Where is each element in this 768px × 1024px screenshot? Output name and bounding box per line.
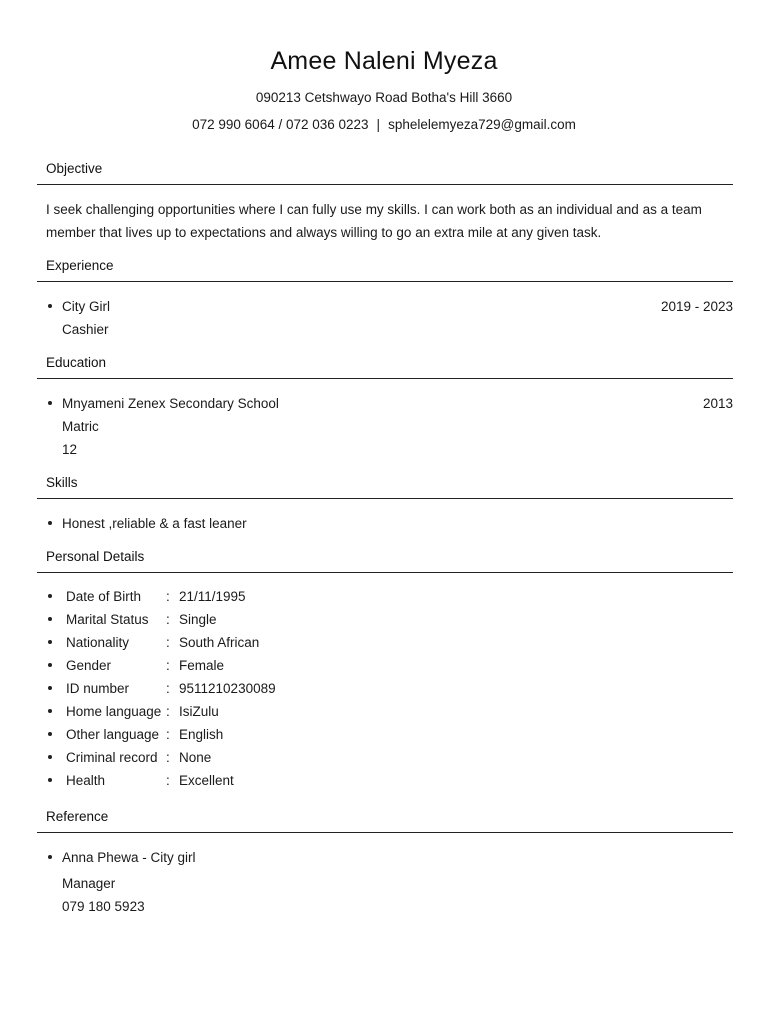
section-title-skills: Skills [37, 474, 733, 499]
bullet-icon [48, 304, 52, 308]
reference-position: Manager [62, 876, 116, 891]
reference-section [37, 808, 733, 918]
personal-details-section [37, 548, 733, 792]
address: 090213 Cetshwayo Road Botha's Hill 3660 [255, 90, 513, 105]
detail-value: Female [179, 658, 225, 673]
detail-row-nationality [46, 631, 733, 654]
education-school: Mnyameni Zenex Secondary School [62, 396, 279, 411]
detail-colon: : [166, 704, 170, 719]
detail-colon: : [166, 612, 170, 627]
skills-body [37, 499, 733, 535]
detail-label: Home language [66, 704, 162, 719]
reference-name: Anna Phewa - City girl [62, 850, 196, 865]
experience-item [46, 295, 733, 318]
contact-line [0, 116, 768, 133]
objective-body [37, 185, 733, 244]
detail-colon: : [166, 635, 170, 650]
skill-item [46, 512, 733, 535]
bullet-icon [48, 855, 52, 859]
detail-value: IsiZulu [179, 704, 219, 719]
education-qualification: Matric [62, 419, 99, 434]
section-title-education: Education [37, 354, 733, 379]
detail-row-id-number [46, 677, 733, 700]
detail-row-marital-status [46, 608, 733, 631]
personal-details-body [37, 573, 733, 792]
detail-colon: : [166, 589, 170, 604]
bullet-icon [48, 401, 52, 405]
detail-value: South African [179, 635, 260, 650]
detail-value: 9511210230089 [179, 681, 276, 696]
detail-label: ID number [66, 681, 130, 696]
section-title-objective: Objective [37, 160, 733, 185]
detail-label: Criminal record [66, 750, 158, 765]
detail-row-criminal-record [46, 746, 733, 769]
bullet-icon [48, 594, 52, 598]
detail-colon: : [166, 681, 170, 696]
detail-value: Single [179, 612, 217, 627]
detail-label: Other language [66, 727, 160, 742]
detail-label: Marital Status [66, 612, 149, 627]
education-year: 2013 [702, 396, 733, 411]
section-title-reference: Reference [37, 808, 733, 833]
skill-text: Honest ,reliable & a fast leaner [62, 516, 247, 531]
detail-label: Gender [66, 658, 112, 673]
experience-body [37, 282, 733, 341]
bullet-icon [48, 640, 52, 644]
education-body [37, 379, 733, 461]
reference-body [37, 833, 733, 918]
reference-item [46, 846, 733, 869]
bullet-icon [48, 617, 52, 621]
experience-section [37, 257, 733, 341]
detail-value: English [179, 727, 224, 742]
detail-value: Excellent [179, 773, 234, 788]
detail-row-gender [46, 654, 733, 677]
candidate-name: Amee Naleni Myeza [270, 47, 498, 75]
education-section [37, 354, 733, 461]
phone-numbers: 072 990 6064 / 072 036 0223 [192, 117, 369, 132]
skills-section [37, 474, 733, 535]
detail-colon: : [166, 727, 170, 742]
detail-label: Nationality [66, 635, 130, 650]
section-title-personal-details: Personal Details [37, 548, 733, 573]
experience-role: Cashier [62, 322, 109, 337]
experience-company: City Girl [62, 299, 110, 314]
bullet-icon [48, 521, 52, 525]
detail-colon: : [166, 773, 170, 788]
reference-phone: 079 180 5923 [62, 899, 145, 914]
bullet-icon [48, 709, 52, 713]
section-title-experience: Experience [37, 257, 733, 282]
bullet-icon [48, 663, 52, 667]
bullet-icon [48, 778, 52, 782]
email-address: sphelelemyeza729@gmail.com [388, 117, 576, 132]
experience-dates: 2019 - 2023 [660, 299, 733, 314]
cv-header [0, 0, 768, 133]
contact-separator: | [376, 117, 381, 132]
education-grade: 12 [62, 442, 78, 457]
education-item [46, 392, 733, 415]
detail-label: Date of Birth [66, 589, 142, 604]
detail-row-health [46, 769, 733, 792]
bullet-icon [48, 755, 52, 759]
detail-row-date-of-birth [46, 585, 733, 608]
detail-colon: : [166, 750, 170, 765]
objective-section [37, 160, 733, 244]
bullet-icon [48, 686, 52, 690]
detail-colon: : [166, 658, 170, 673]
detail-row-home-language [46, 700, 733, 723]
detail-value: None [179, 750, 212, 765]
detail-value: 21/11/1995 [179, 589, 246, 604]
bullet-icon [48, 732, 52, 736]
detail-label: Health [66, 773, 106, 788]
objective-text: I seek challenging opportunities where I can fully use my skills. I can work both as an individual and as a team member that lives up to expectations and always willing to go an extra mile at any given task. [46, 202, 702, 240]
detail-row-other-language [46, 723, 733, 746]
